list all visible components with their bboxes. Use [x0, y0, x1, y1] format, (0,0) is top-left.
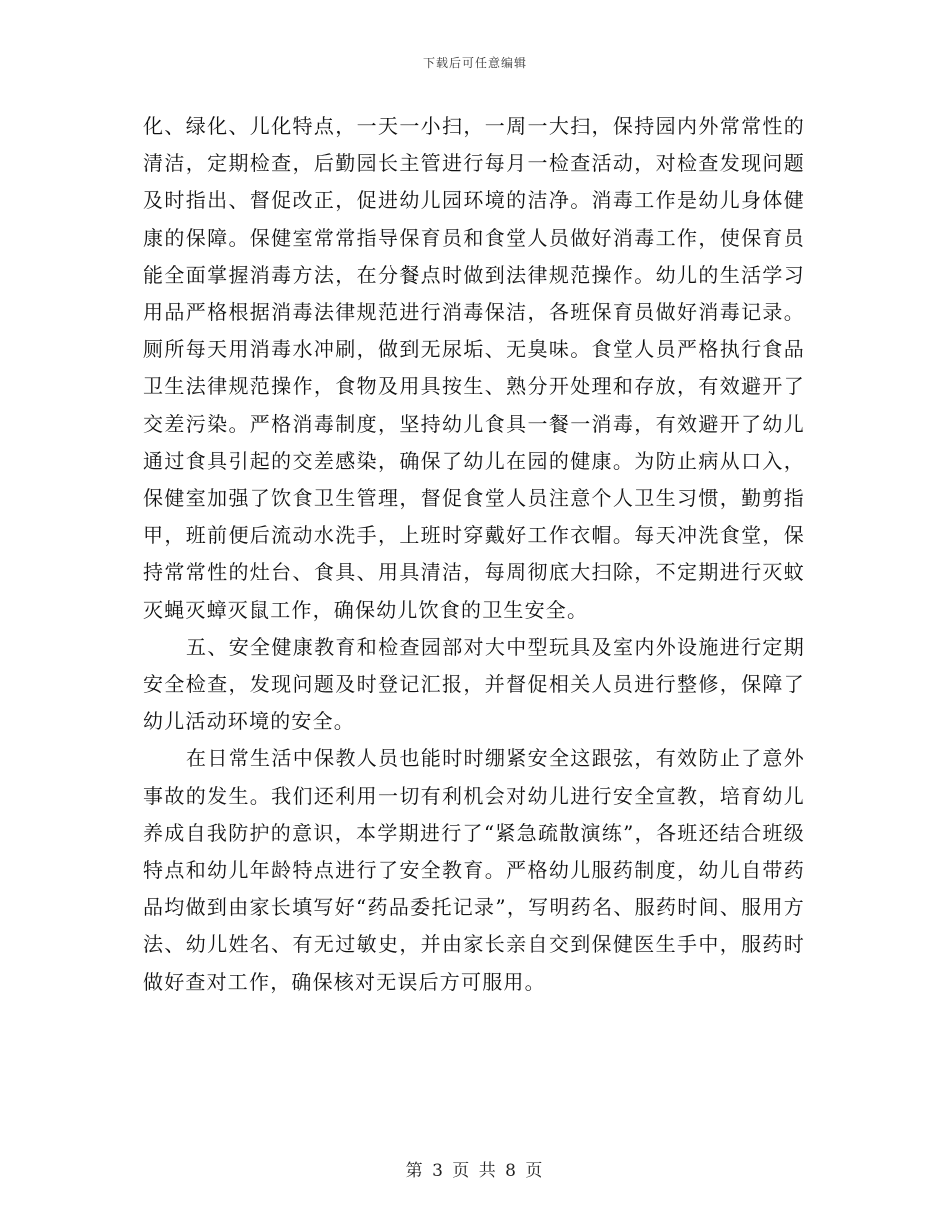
paragraph-continued: 化、绿化、儿化特点，一天一小扫，一周一大扫，保持园内外常常性的清洁，定期检查，后勤园长主管进行每月一检查活动，对检查发现问题及时指出、督促改正，促进幼儿园环境的洁净。消毒工作是幼儿身体健康的保障。保健室常常指导保育员和食堂人员做好消毒工作，使保育员能全面掌握消毒方法，在分餐点时做到法律规范操作。幼儿的生活学习用品严格根据消毒法律规范进行消毒保洁，各班保育员做好消毒记录。厕所每天用消毒水冲刷，做到无尿垢、无臭味。食堂人员严格执行食品卫生法律规范操作，食物及用具按生、熟分开处理和存放，有效避开了交差污染。严格消毒制度，坚持幼儿食具一餐一消毒，有效避开了幼儿通过食具引起的交差感染，确保了幼儿在园的健康。为防止病从口入，保健室加强了饮食卫生管理，督促食堂人员注意个人卫生习惯，勤剪指甲，班前便后流动水洗手，上班时穿戴好工作衣帽。每天冲洗食堂，保持常常性的灶台、食具、用具清洁，每周彻底大扫除，不定期进行灭蚊灭蝇灭蟑灭鼠工作，确保幼儿饮食的卫生安全。 — [143, 114, 805, 622]
paragraph-safety-education: 在日常生活中保教人员也能时时绷紧安全这跟弦，有效防止了意外事故的发生。我们还利用一切有利机会对幼儿进行安全宣教，培育幼儿养成自我防护的意识，本学期进行了“紧急疏散演练”，各班还结合班级特点和幼儿年龄特点进行了安全教育。严格幼儿服药制度，幼儿自带药品均做到由家长填写好“药品委托记录”，写明药名、服药时间、服用方法、幼儿姓名、有无过敏史，并由家长亲自交到保健医生手中，服药时做好查对工作，确保核对无误后方可服用。 — [143, 746, 805, 994]
paragraph-section-five: 五、安全健康教育和检查园部对大中型玩具及室内外设施进行定期安全检查，发现问题及时登记汇报，并督促相关人员进行整修，保障了幼儿活动环境的安全。 — [143, 634, 805, 734]
page-number-footer: 第 3 页 共 8 页 — [405, 1161, 545, 1181]
document-body — [143, 108, 805, 1001]
page-header: 下载后可任意编辑 — [422, 56, 527, 70]
